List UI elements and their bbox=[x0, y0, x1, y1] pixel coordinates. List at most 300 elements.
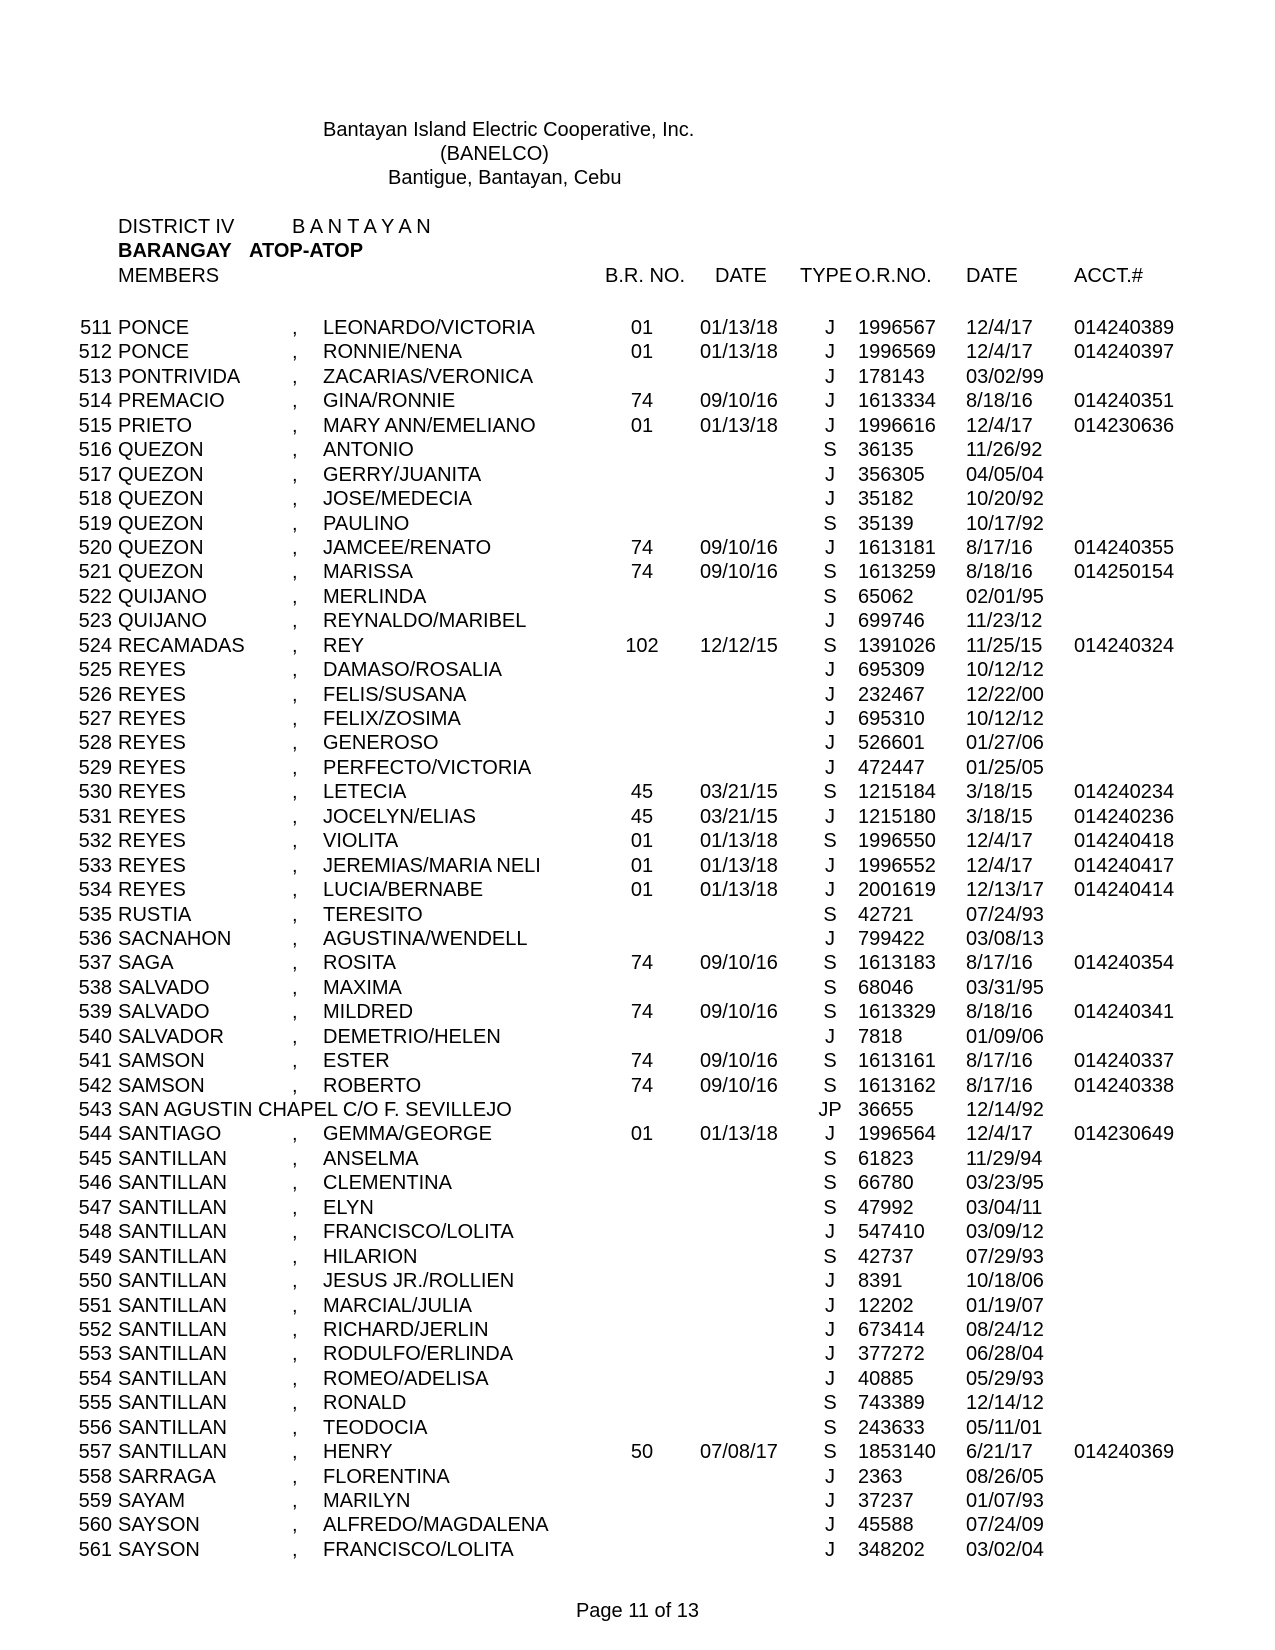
last-name: QUEZON bbox=[118, 463, 204, 486]
or-no: 1996552 bbox=[858, 854, 936, 877]
col-date: DATE bbox=[715, 265, 767, 287]
row-number: 552 bbox=[78, 1318, 112, 1341]
account-no: 014240354 bbox=[1074, 952, 1175, 975]
col-or-no: O.R.NO. bbox=[855, 265, 932, 287]
br-date: 01/13/18 bbox=[700, 341, 778, 364]
row-number: 534 bbox=[78, 879, 112, 902]
or-date: 03/23/95 bbox=[966, 1172, 1044, 1195]
row-number: 555 bbox=[78, 1392, 112, 1415]
or-date: 8/17/16 bbox=[966, 536, 1033, 559]
name-separator: , bbox=[292, 830, 298, 853]
account-no: 014240397 bbox=[1074, 341, 1175, 364]
first-names: GENEROSO bbox=[323, 732, 439, 755]
row-number: 536 bbox=[78, 927, 112, 950]
or-no: 699746 bbox=[858, 610, 925, 633]
first-names: RODULFO/ERLINDA bbox=[323, 1343, 514, 1366]
or-date: 01/07/93 bbox=[966, 1490, 1044, 1512]
br-date: 01/13/18 bbox=[700, 317, 778, 339]
last-name: REYES bbox=[118, 805, 186, 828]
col-members: MEMBERS bbox=[118, 265, 220, 287]
or-date: 10/20/92 bbox=[966, 488, 1044, 511]
or-no: 243633 bbox=[858, 1416, 925, 1439]
table-row bbox=[0, 414, 1275, 438]
table-row bbox=[0, 1440, 1275, 1464]
first-names: HILARION bbox=[323, 1245, 418, 1268]
first-names: RONNIE/NENA bbox=[323, 341, 462, 364]
table-row bbox=[0, 683, 1275, 707]
or-date: 03/08/13 bbox=[966, 927, 1044, 950]
name-separator: , bbox=[292, 879, 298, 902]
member-type: J bbox=[825, 463, 835, 486]
row-number: 525 bbox=[78, 659, 112, 682]
account-no: 014230636 bbox=[1074, 414, 1175, 437]
row-number: 561 bbox=[78, 1538, 112, 1561]
row-number: 523 bbox=[78, 610, 112, 633]
table-row bbox=[0, 1098, 1275, 1122]
member-type: J bbox=[825, 1025, 835, 1048]
account-no: 014240324 bbox=[1074, 634, 1175, 657]
member-type: J bbox=[825, 390, 835, 413]
first-names: MARCIAL/JULIA bbox=[323, 1294, 472, 1317]
or-date: 03/04/11 bbox=[966, 1196, 1043, 1219]
row-number: 543 bbox=[78, 1099, 112, 1121]
or-date: 03/09/12 bbox=[966, 1221, 1044, 1244]
last-name: SAN AGUSTIN CHAPEL C/O F. SEVILLEJO bbox=[118, 1099, 512, 1121]
row-number: 527 bbox=[78, 708, 112, 730]
row-number: 531 bbox=[78, 805, 112, 828]
first-names: MARILYN bbox=[323, 1490, 411, 1512]
or-no: 42737 bbox=[858, 1245, 914, 1268]
first-names: JOSE/MEDECIA bbox=[323, 488, 472, 511]
row-number: 530 bbox=[78, 781, 112, 804]
or-date: 08/24/12 bbox=[966, 1318, 1044, 1341]
table-row bbox=[0, 1538, 1275, 1562]
name-separator: , bbox=[292, 805, 298, 828]
name-separator: , bbox=[292, 414, 298, 437]
name-separator: , bbox=[292, 390, 298, 413]
or-no: 8391 bbox=[858, 1270, 903, 1293]
or-no: 348202 bbox=[858, 1538, 925, 1561]
table-row bbox=[0, 976, 1275, 1000]
row-number: 514 bbox=[78, 390, 112, 413]
first-names: DEMETRIO/HELEN bbox=[323, 1025, 501, 1048]
or-date: 8/17/16 bbox=[966, 952, 1033, 975]
name-separator: , bbox=[292, 536, 298, 559]
member-type: J bbox=[825, 414, 835, 437]
row-number: 521 bbox=[78, 561, 112, 584]
or-date: 06/28/04 bbox=[966, 1343, 1044, 1366]
first-names: PERFECTO/VICTORIA bbox=[323, 756, 532, 779]
or-date: 02/01/95 bbox=[966, 585, 1044, 608]
name-separator: , bbox=[292, 976, 298, 999]
barangay-label: BARANGAY bbox=[118, 240, 232, 262]
member-type: J bbox=[825, 1318, 835, 1341]
last-name: REYES bbox=[118, 659, 186, 682]
account-no: 014240337 bbox=[1074, 1050, 1175, 1073]
row-number: 557 bbox=[78, 1441, 112, 1464]
first-names: TERESITO bbox=[323, 903, 423, 926]
table-row bbox=[0, 438, 1275, 462]
account-no: 014230649 bbox=[1074, 1123, 1175, 1146]
first-names: AGUSTINA/WENDELL bbox=[323, 927, 528, 950]
row-number: 551 bbox=[78, 1294, 112, 1317]
first-names: LEONARDO/VICTORIA bbox=[323, 317, 535, 339]
member-type: S bbox=[823, 952, 837, 975]
name-separator: , bbox=[292, 1538, 298, 1561]
or-date: 11/25/15 bbox=[966, 634, 1043, 657]
or-date: 8/17/16 bbox=[966, 1050, 1033, 1073]
last-name: SANTILLAN bbox=[118, 1416, 227, 1439]
account-no: 014240417 bbox=[1074, 854, 1175, 877]
last-name: PREMACIO bbox=[118, 390, 225, 413]
table-row bbox=[0, 1391, 1275, 1415]
name-separator: , bbox=[292, 1318, 298, 1341]
or-date: 01/25/05 bbox=[966, 756, 1044, 779]
table-row bbox=[0, 1269, 1275, 1293]
district-name: B A N T A Y A N bbox=[292, 216, 431, 238]
or-no: 526601 bbox=[858, 732, 925, 755]
last-name: SALVADO bbox=[118, 1001, 210, 1024]
last-name: PONCE bbox=[118, 341, 190, 364]
name-separator: , bbox=[292, 585, 298, 608]
first-names: ANSELMA bbox=[323, 1147, 419, 1170]
last-name: SANTILLAN bbox=[118, 1270, 227, 1293]
org-abbr: (BANELCO) bbox=[440, 143, 549, 165]
name-separator: , bbox=[292, 659, 298, 682]
or-no: 1391026 bbox=[858, 634, 936, 657]
or-no: 36655 bbox=[858, 1099, 914, 1121]
name-separator: , bbox=[292, 341, 298, 364]
name-separator: , bbox=[292, 952, 298, 975]
first-names: ALFREDO/MAGDALENA bbox=[323, 1514, 549, 1537]
br-no: 01 bbox=[630, 414, 654, 437]
member-type: J bbox=[825, 365, 835, 388]
or-date: 03/02/99 bbox=[966, 365, 1044, 388]
br-no: 01 bbox=[630, 317, 654, 339]
row-number: 529 bbox=[78, 756, 112, 779]
or-date: 07/24/93 bbox=[966, 903, 1044, 926]
or-date: 3/18/15 bbox=[966, 781, 1033, 804]
or-no: 547410 bbox=[858, 1221, 925, 1244]
or-no: 61823 bbox=[858, 1147, 914, 1170]
last-name: REYES bbox=[118, 683, 186, 706]
account-no: 014240351 bbox=[1074, 390, 1175, 413]
member-type: S bbox=[823, 1172, 837, 1195]
row-number: 528 bbox=[78, 732, 112, 755]
table-row bbox=[0, 389, 1275, 413]
member-type: S bbox=[823, 903, 837, 926]
name-separator: , bbox=[292, 1147, 298, 1170]
or-date: 12/4/17 bbox=[966, 317, 1033, 339]
name-separator: , bbox=[292, 1221, 298, 1244]
member-type: J bbox=[825, 1294, 835, 1317]
row-number: 546 bbox=[78, 1172, 112, 1195]
name-separator: , bbox=[292, 927, 298, 950]
or-date: 6/21/17 bbox=[966, 1441, 1033, 1464]
member-type: S bbox=[823, 1074, 837, 1097]
member-type: S bbox=[823, 561, 837, 584]
or-date: 12/4/17 bbox=[966, 854, 1033, 877]
barangay-name: ATOP-ATOP bbox=[249, 240, 364, 262]
or-date: 07/24/09 bbox=[966, 1514, 1044, 1537]
row-number: 558 bbox=[78, 1465, 112, 1488]
member-type: J bbox=[825, 927, 835, 950]
or-date: 07/29/93 bbox=[966, 1245, 1044, 1268]
or-no: 65062 bbox=[858, 585, 914, 608]
row-number: 532 bbox=[78, 830, 112, 853]
name-separator: , bbox=[292, 317, 298, 339]
table-row bbox=[0, 316, 1275, 340]
row-number: 545 bbox=[78, 1147, 112, 1170]
br-date: 09/10/16 bbox=[700, 1074, 778, 1097]
or-no: 1215180 bbox=[858, 805, 936, 828]
first-names: FELIX/ZOSIMA bbox=[323, 708, 461, 730]
or-no: 1853140 bbox=[858, 1441, 936, 1464]
row-number: 550 bbox=[78, 1270, 112, 1293]
or-no: 1613329 bbox=[858, 1001, 936, 1024]
row-number: 540 bbox=[78, 1025, 112, 1048]
table-row bbox=[0, 805, 1275, 829]
name-separator: , bbox=[292, 488, 298, 511]
name-separator: , bbox=[292, 610, 298, 633]
or-no: 40885 bbox=[858, 1367, 914, 1390]
last-name: SANTILLAN bbox=[118, 1245, 227, 1268]
member-type: JP bbox=[818, 1099, 842, 1121]
or-date: 05/11/01 bbox=[966, 1416, 1043, 1439]
member-type: J bbox=[825, 1343, 835, 1366]
member-type: J bbox=[825, 341, 835, 364]
or-no: 36135 bbox=[858, 439, 914, 462]
member-type: S bbox=[823, 1441, 837, 1464]
name-separator: , bbox=[292, 1050, 298, 1073]
first-names: JESUS JR./ROLLIEN bbox=[323, 1270, 515, 1293]
row-number: 519 bbox=[78, 512, 112, 535]
table-row bbox=[0, 1513, 1275, 1537]
br-no: 74 bbox=[630, 561, 654, 584]
table-row bbox=[0, 1025, 1275, 1049]
row-number: 518 bbox=[78, 488, 112, 511]
account-no: 014240338 bbox=[1074, 1074, 1175, 1097]
row-number: 520 bbox=[78, 536, 112, 559]
account-no: 014240418 bbox=[1074, 830, 1175, 853]
row-number: 559 bbox=[78, 1490, 112, 1512]
name-separator: , bbox=[292, 634, 298, 657]
name-separator: , bbox=[292, 1392, 298, 1415]
name-separator: , bbox=[292, 1172, 298, 1195]
br-date: 03/21/15 bbox=[700, 781, 778, 804]
br-date: 03/21/15 bbox=[700, 805, 778, 828]
br-date: 12/12/15 bbox=[700, 634, 778, 657]
or-no: 472447 bbox=[858, 756, 925, 779]
table-row bbox=[0, 903, 1275, 927]
last-name: SANTIAGO bbox=[118, 1123, 222, 1146]
or-date: 8/18/16 bbox=[966, 1001, 1033, 1024]
member-type: S bbox=[823, 634, 837, 657]
name-separator: , bbox=[292, 781, 298, 804]
name-separator: , bbox=[292, 708, 298, 730]
row-number: 548 bbox=[78, 1221, 112, 1244]
br-no: 74 bbox=[630, 952, 654, 975]
member-type: S bbox=[823, 512, 837, 535]
member-type: S bbox=[823, 1050, 837, 1073]
or-no: 7818 bbox=[858, 1025, 903, 1048]
br-no: 45 bbox=[630, 805, 654, 828]
table-row bbox=[0, 585, 1275, 609]
or-no: 743389 bbox=[858, 1392, 925, 1415]
first-names: MILDRED bbox=[323, 1001, 414, 1024]
or-date: 01/19/07 bbox=[966, 1294, 1044, 1317]
col-type: TYPE bbox=[800, 265, 853, 287]
or-date: 12/4/17 bbox=[966, 341, 1033, 364]
member-type: S bbox=[823, 781, 837, 804]
table-row bbox=[0, 1074, 1275, 1098]
member-type: J bbox=[825, 317, 835, 339]
table-row bbox=[0, 1318, 1275, 1342]
br-date: 01/13/18 bbox=[700, 830, 778, 853]
table-row bbox=[0, 707, 1275, 731]
name-separator: , bbox=[292, 903, 298, 926]
member-type: J bbox=[825, 732, 835, 755]
row-number: 549 bbox=[78, 1245, 112, 1268]
or-date: 01/27/06 bbox=[966, 732, 1044, 755]
or-no: 1613183 bbox=[858, 952, 936, 975]
last-name: SALVADOR bbox=[118, 1025, 224, 1048]
last-name: RECAMADAS bbox=[118, 634, 245, 657]
row-number: 554 bbox=[78, 1367, 112, 1390]
or-date: 12/13/17 bbox=[966, 879, 1044, 902]
or-no: 356305 bbox=[858, 463, 925, 486]
br-no: 45 bbox=[630, 781, 654, 804]
table-row bbox=[0, 878, 1275, 902]
first-names: ROSITA bbox=[323, 952, 396, 975]
member-table bbox=[0, 316, 1275, 1562]
row-number: 517 bbox=[78, 463, 112, 486]
row-number: 516 bbox=[78, 439, 112, 462]
member-type: J bbox=[825, 708, 835, 730]
or-date: 12/4/17 bbox=[966, 1123, 1033, 1146]
or-date: 01/09/06 bbox=[966, 1025, 1044, 1048]
first-names: FLORENTINA bbox=[323, 1465, 450, 1488]
row-number: 537 bbox=[78, 952, 112, 975]
or-no: 1215184 bbox=[858, 781, 936, 804]
first-names: FRANCISCO/LOLITA bbox=[323, 1221, 514, 1244]
or-date: 10/12/12 bbox=[966, 659, 1044, 682]
or-no: 37237 bbox=[858, 1490, 914, 1512]
table-row bbox=[0, 927, 1275, 951]
or-no: 2363 bbox=[858, 1465, 903, 1488]
row-number: 547 bbox=[78, 1196, 112, 1219]
table-row bbox=[0, 829, 1275, 853]
member-type: J bbox=[825, 610, 835, 633]
br-date: 01/13/18 bbox=[700, 854, 778, 877]
member-type: J bbox=[825, 659, 835, 682]
br-no: 01 bbox=[630, 854, 654, 877]
br-date: 01/13/18 bbox=[700, 1123, 778, 1146]
or-no: 42721 bbox=[858, 903, 914, 926]
member-type: J bbox=[825, 879, 835, 902]
last-name: SAMSON bbox=[118, 1050, 205, 1073]
or-no: 1996567 bbox=[858, 317, 936, 339]
member-type: J bbox=[825, 1538, 835, 1561]
last-name: REYES bbox=[118, 756, 186, 779]
or-no: 799422 bbox=[858, 927, 925, 950]
member-type: J bbox=[825, 1221, 835, 1244]
or-no: 1613161 bbox=[858, 1050, 936, 1073]
first-names: VIOLITA bbox=[323, 830, 399, 853]
table-row bbox=[0, 1220, 1275, 1244]
br-date: 09/10/16 bbox=[700, 1050, 778, 1073]
or-no: 45588 bbox=[858, 1514, 914, 1537]
member-type: J bbox=[825, 756, 835, 779]
member-type: J bbox=[825, 1367, 835, 1390]
or-date: 11/29/94 bbox=[966, 1147, 1043, 1170]
member-type: J bbox=[825, 1270, 835, 1293]
first-names: TEODOCIA bbox=[323, 1416, 428, 1439]
name-separator: , bbox=[292, 439, 298, 462]
or-no: 1996616 bbox=[858, 414, 936, 437]
last-name: SANTILLAN bbox=[118, 1367, 227, 1390]
table-row bbox=[0, 1489, 1275, 1513]
col-acct: ACCT.# bbox=[1074, 265, 1143, 287]
row-number: 556 bbox=[78, 1416, 112, 1439]
first-names: JAMCEE/RENATO bbox=[323, 536, 492, 559]
last-name: SARRAGA bbox=[118, 1465, 216, 1488]
first-names: LUCIA/BERNABE bbox=[323, 879, 484, 902]
first-names: REYNALDO/MARIBEL bbox=[323, 610, 527, 633]
br-date: 09/10/16 bbox=[700, 1001, 778, 1024]
account-no: 014240236 bbox=[1074, 805, 1175, 828]
last-name: SALVADO bbox=[118, 976, 210, 999]
or-date: 12/4/17 bbox=[966, 414, 1033, 437]
or-date: 3/18/15 bbox=[966, 805, 1033, 828]
table-row bbox=[0, 609, 1275, 633]
account-no: 014240389 bbox=[1074, 317, 1175, 339]
first-names: ANTONIO bbox=[323, 439, 414, 462]
page-number: Page 11 of 13 bbox=[575, 1600, 700, 1622]
table-row bbox=[0, 1367, 1275, 1391]
table-row bbox=[0, 365, 1275, 389]
table-row bbox=[0, 1245, 1275, 1269]
row-number: 560 bbox=[78, 1514, 112, 1537]
first-names: CLEMENTINA bbox=[323, 1172, 452, 1195]
last-name: SAGA bbox=[118, 952, 174, 975]
table-row bbox=[0, 1000, 1275, 1024]
org-name: Bantayan Island Electric Cooperative, Inc. bbox=[323, 119, 695, 141]
or-no: 35139 bbox=[858, 512, 914, 535]
or-no: 2001619 bbox=[858, 879, 936, 902]
last-name: SANTILLAN bbox=[118, 1196, 227, 1219]
member-type: J bbox=[825, 1490, 835, 1512]
or-date: 8/18/16 bbox=[966, 561, 1033, 584]
last-name: PONCE bbox=[118, 317, 190, 339]
member-type: J bbox=[825, 683, 835, 706]
or-date: 12/4/17 bbox=[966, 830, 1033, 853]
first-names: MAXIMA bbox=[323, 976, 402, 999]
or-date: 03/31/95 bbox=[966, 976, 1044, 999]
name-separator: , bbox=[292, 1343, 298, 1366]
br-no: 74 bbox=[630, 1001, 654, 1024]
br-date: 09/10/16 bbox=[700, 952, 778, 975]
name-separator: , bbox=[292, 1416, 298, 1439]
name-separator: , bbox=[292, 365, 298, 388]
last-name: QUIJANO bbox=[118, 585, 207, 608]
first-names: DAMASO/ROSALIA bbox=[323, 659, 502, 682]
or-no: 695309 bbox=[858, 659, 925, 682]
br-date: 09/10/16 bbox=[700, 390, 778, 413]
last-name: PONTRIVIDA bbox=[118, 365, 241, 388]
row-number: 538 bbox=[78, 976, 112, 999]
or-date: 8/18/16 bbox=[966, 390, 1033, 413]
